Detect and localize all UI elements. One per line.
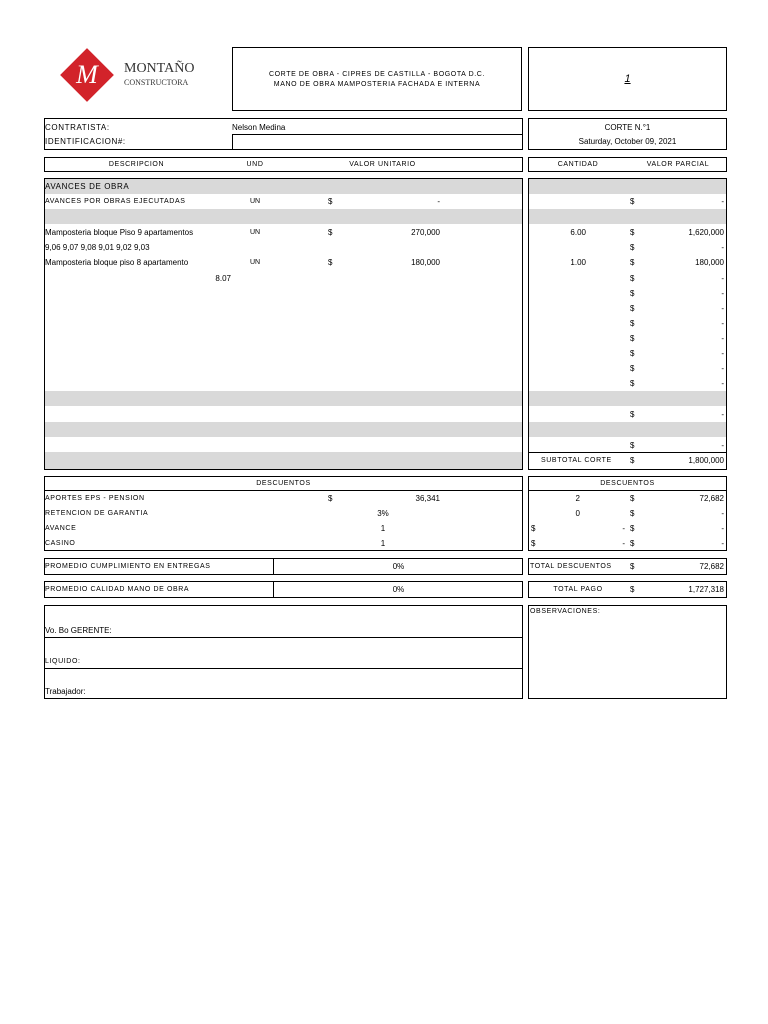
row3-desc: Mamposteria bloque piso 8 apartamento	[45, 258, 189, 267]
total-descuentos-label: TOTAL DESCUENTOS	[530, 563, 612, 570]
empty-row-currency: $	[630, 410, 635, 419]
row2-desc-2: 9,06 9,07 9,08 9,01 9,02 9,03	[45, 243, 150, 252]
aportes-label: APORTES EPS - PENSION	[45, 495, 145, 502]
signature-line	[44, 668, 523, 669]
empty-row-value: -	[721, 349, 724, 358]
band-row	[529, 391, 726, 406]
col-descripcion: DESCRIPCION	[108, 161, 165, 168]
subtotal-label: SUBTOTAL CORTE	[541, 457, 612, 464]
row3-cur: $	[328, 258, 333, 267]
logo-name: MONTAÑO	[124, 61, 195, 76]
empty-row-value: -	[721, 364, 724, 373]
calidad-label: PROMEDIO CALIDAD MANO DE OBRA	[45, 586, 190, 593]
col-valor-parcial: VALOR PARCIAL	[646, 161, 710, 168]
avance-total-cur: $	[630, 524, 635, 533]
row1-parcial: -	[721, 197, 724, 206]
empty-row-value: -	[721, 441, 724, 450]
trabajador-label: Trabajador:	[45, 687, 86, 696]
signatures-box	[44, 605, 523, 699]
contratista-value: Nelson Medina	[232, 123, 286, 132]
row1-cur: $	[328, 197, 333, 206]
descuentos-header-line	[44, 490, 523, 491]
band-row	[45, 209, 522, 224]
row1-unit: -	[437, 197, 440, 206]
row2-desc: Mamposteria bloque Piso 9 apartamentos	[45, 228, 194, 237]
casino-total: -	[721, 539, 724, 548]
empty-row-value: -	[721, 289, 724, 298]
cumplimiento-value: 0%	[392, 562, 405, 571]
casino-mid: -	[622, 539, 625, 548]
signature-line	[44, 637, 523, 638]
aportes-total: 72,682	[699, 494, 724, 503]
casino-label: CASINO	[45, 540, 76, 547]
header-line-2: MANO DE OBRA MAMPOSTERIA FACHADA E INTERNA	[273, 81, 481, 88]
retencion-label: RETENCION DE GARANTIA	[45, 510, 149, 517]
corte-date: Saturday, October 09, 2021	[578, 137, 677, 146]
liquido-label: LIQUIDO:	[45, 658, 81, 665]
col-und: UND	[246, 161, 264, 168]
casino-cur-left: $	[531, 539, 536, 548]
aportes-cur: $	[328, 494, 333, 503]
row3-desc-2: 8.07	[215, 274, 231, 283]
band-row	[529, 209, 726, 224]
empty-row-value: -	[721, 410, 724, 419]
empty-row-currency: $	[630, 319, 635, 328]
avance-cur-left: $	[531, 524, 536, 533]
empty-row-currency: $	[630, 274, 635, 283]
empty-row-currency: $	[630, 379, 635, 388]
info-divider	[232, 134, 233, 150]
descuentos-header-line	[528, 490, 727, 491]
row1-und: UN	[249, 198, 261, 205]
retencion-total: -	[721, 509, 724, 518]
aportes-total-cur: $	[630, 494, 635, 503]
retencion-qty: 0	[575, 509, 580, 518]
row3-unit: 180,000	[411, 258, 440, 267]
total-pago-cur: $	[630, 585, 635, 594]
empty-row-currency: $	[630, 441, 635, 450]
band-row	[45, 391, 522, 406]
col-valor-unitario: VALOR UNITARIO	[349, 161, 416, 168]
aportes-qty: 2	[575, 494, 580, 503]
identificacion-label: IDENTIFICACION#:	[45, 137, 126, 146]
empty-row-value: -	[721, 379, 724, 388]
empty-row-currency: $	[630, 334, 635, 343]
row2-parcial-cur: $	[630, 228, 635, 237]
company-logo	[60, 48, 200, 110]
row3-qty: 1.00	[570, 258, 586, 267]
row3-parcial: 180,000	[695, 258, 724, 267]
header-line-1: CORTE DE OBRA - CIPRES DE CASTILLA - BOGOTA D.C.	[268, 71, 486, 78]
row3-und: UN	[249, 259, 261, 266]
logo-initial: M	[76, 60, 98, 89]
empty-row-currency: $	[630, 243, 635, 252]
cumplimiento-label: PROMEDIO CUMPLIMIENTO EN ENTREGAS	[45, 563, 211, 570]
total-descuentos-value: 72,682	[699, 562, 724, 571]
retencion-total-cur: $	[630, 509, 635, 518]
aportes-value: 36,341	[415, 494, 440, 503]
info-hline	[232, 134, 522, 135]
empty-row-currency: $	[630, 304, 635, 313]
row3-parcial-cur: $	[630, 258, 635, 267]
empty-row-value: -	[721, 274, 724, 283]
observaciones-box	[528, 605, 727, 699]
avance-label: AVANCE	[45, 525, 77, 532]
empty-row-currency: $	[630, 289, 635, 298]
avance-mid: -	[622, 524, 625, 533]
total-pago-label: TOTAL PAGO	[553, 586, 603, 593]
row2-und: UN	[249, 229, 261, 236]
subtotal-value: 1,800,000	[688, 456, 724, 465]
avance-total: -	[721, 524, 724, 533]
empty-row-value: -	[721, 334, 724, 343]
logo-subtitle: CONSTRUCTORA	[124, 78, 189, 87]
row2-cur: $	[328, 228, 333, 237]
casino-total-cur: $	[630, 539, 635, 548]
empty-row-currency: $	[630, 364, 635, 373]
total-descuentos-cur: $	[630, 562, 635, 571]
descuentos-title-left: DESCUENTOS	[256, 480, 311, 487]
corte-number: CORTE N.°1	[604, 123, 651, 132]
page-number: 1	[624, 73, 631, 85]
empty-row-value: -	[721, 319, 724, 328]
subtotal-divider	[528, 452, 727, 453]
retencion-value: 3%	[377, 509, 389, 518]
observaciones-label: OBSERVACIONES:	[530, 608, 601, 615]
casino-value: 1	[380, 539, 386, 548]
avance-value: 1	[380, 524, 386, 533]
subtotal-cur: $	[630, 456, 635, 465]
row2-unit: 270,000	[411, 228, 440, 237]
col-cantidad: CANTIDAD	[557, 161, 599, 168]
empty-row-currency: $	[630, 349, 635, 358]
row2-parcial: 1,620,000	[688, 228, 724, 237]
band-row	[529, 422, 726, 437]
row1-parcial-cur: $	[630, 197, 635, 206]
vobo-label: Vo. Bo GERENTE:	[45, 626, 112, 635]
section-title: AVANCES DE OBRA	[45, 182, 130, 191]
contratista-label: CONTRATISTA:	[45, 123, 110, 132]
band-row	[45, 422, 522, 437]
band-row	[529, 179, 726, 194]
row2-qty: 6.00	[570, 228, 586, 237]
empty-row-value: -	[721, 243, 724, 252]
total-pago-value: 1,727,318	[688, 585, 724, 594]
empty-row-value: -	[721, 304, 724, 313]
calidad-value: 0%	[392, 585, 405, 594]
descuentos-title-right: DESCUENTOS	[600, 480, 655, 487]
band-row	[45, 452, 522, 469]
row1-desc: AVANCES POR OBRAS EJECUTADAS	[45, 198, 186, 205]
